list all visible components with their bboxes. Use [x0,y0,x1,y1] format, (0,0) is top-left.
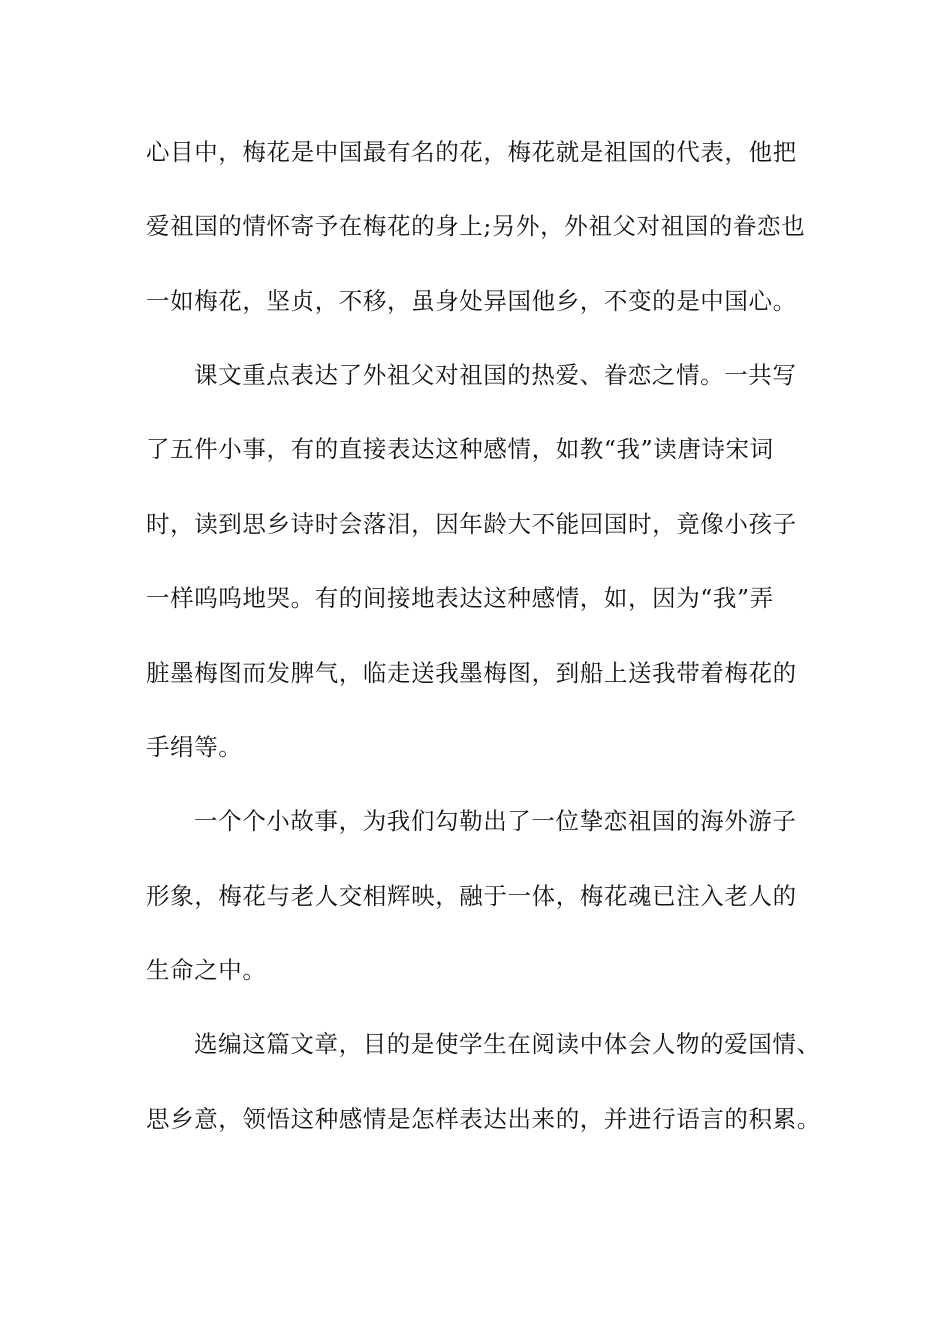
paragraph-line: 一样呜呜地哭。有的间接地表达这种感情，如，因为“我”弄 [146,584,774,612]
paragraph-line: 一个个小故事，为我们勾勒出了一位挚恋祖国的海外游子 [194,807,797,835]
paragraph-line: 手绢等。 [146,733,243,761]
paragraph-line: 心目中，梅花是中国最有名的花，梅花就是祖国的代表，他把 [146,138,797,166]
paragraph-line: 思乡意，领悟这种感情是怎样表达出来的，并进行语言的积累。 [146,1105,821,1133]
paragraph-line: 了五件小事，有的直接表达这种感情，如教“我”读唐诗宋词 [146,435,774,463]
paragraph-line: 课文重点表达了外祖父对祖国的热爱、眷恋之情。一共写 [194,361,797,389]
paragraph-line: 选编这篇文章，目的是使学生在阅读中体会人物的爱国情、 [194,1030,821,1058]
paragraph-line: 一如梅花，坚贞，不移，虽身处异国他乡，不变的是中国心。 [146,287,797,315]
paragraph-line: 形象，梅花与老人交相辉映，融于一体，梅花魂已注入老人的 [146,882,797,910]
paragraph-line: 生命之中。 [146,956,267,984]
paragraph-line: 爱祖国的情怀寄予在梅花的身上;另外，外祖父对祖国的眷恋也 [146,212,806,240]
paragraph-line: 时，读到思乡诗时会落泪，因年龄大不能回国时，竟像小孩子 [146,510,797,538]
paragraph-line: 脏墨梅图而发脾气，临走送我墨梅图，到船上送我带着梅花的 [146,659,797,687]
